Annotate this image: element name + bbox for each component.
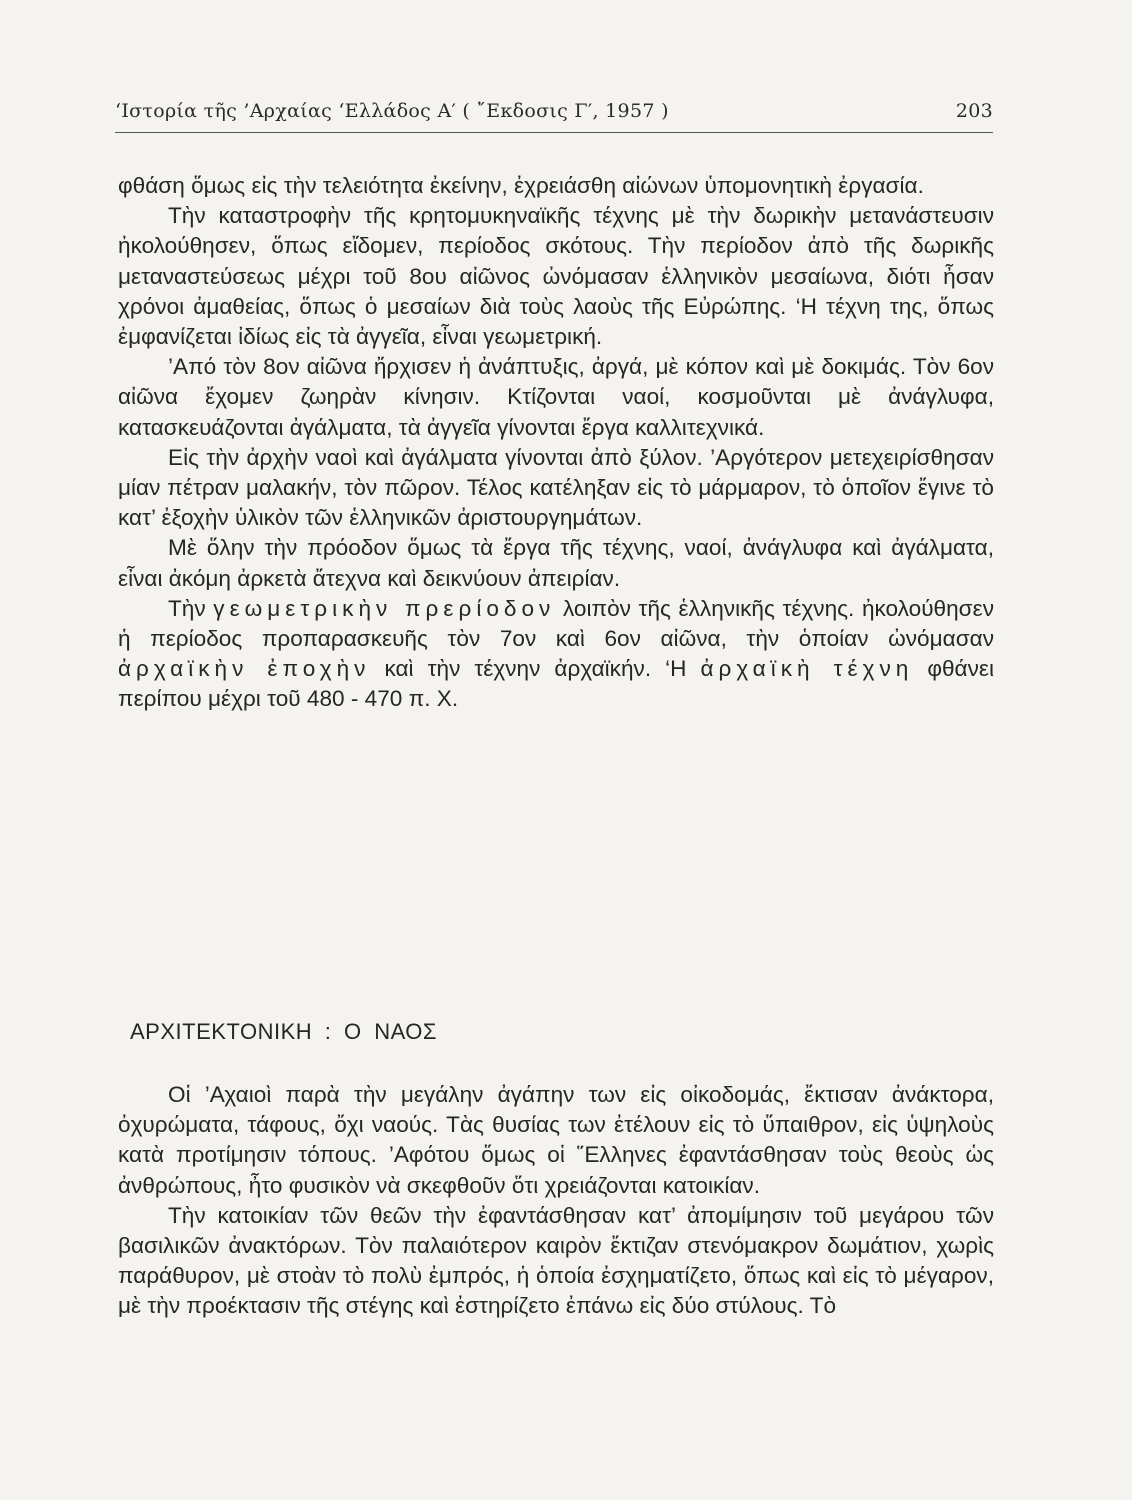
running-header xyxy=(115,97,993,131)
paragraph-6-part-b: λοιπὸν τῆς ἑλληνικῆς τέχνης. ἠκολούθησεν ἡ περίοδος προπαρασκευῆς τὸν 7ον καὶ 6ον αἰῶνα, τὴν ὁποίαν ὠνόμασαν xyxy=(118,595,994,652)
paragraph-6-part-c: καὶ τὴν τέχνην ἀρχαϊκήν. ‘Η xyxy=(370,656,701,682)
paragraph-6 xyxy=(118,594,994,715)
paragraph-2: Τὴν καταστροφὴν τῆς κρητομυκηναϊκῆς τέχνης μὲ τὴν δωρικὴν μετανάστευσιν ἠκολούθησεν, ὅπως εἴδομεν, περίοδος σκότους. Τὴν περίοδον ἀπὸ τῆς δωρικῆς μεταναστεύσεως μέχρι τοῦ 8ου αἰῶνος ὠνόμασαν ἑλληνικὸν μεσαίωνα, διότι ἦσαν χρόνοι ἀμαθείας, ὅπως ὁ μεσαίων διὰ τοὺς λαοὺς τῆς Εὐρώπης. ‘Η τέχνη της, ὅπως ἐμφανίζεται ἰδίως εἰς τὰ ἀγγεῖα, εἶναι γεωμετρική. xyxy=(118,203,994,350)
paragraph-3: ’Από τὸν 8ον αἰῶνα ἤρχισεν ἡ ἀνάπτυξις, ἀργά, μὲ κόπον καὶ μὲ δοκιμάς. Τὸν 6ον αἰῶνα ἔχομεν ζωηρὰν κίνησιν. Κτίζονται ναοί, κοσμοῦνται μὲ ἀνάγλυφα, κατασκευάζονται ἀγάλματα, τὰ ἀγγεῖα γίνονται ἔργα καλλιτεχνικά. xyxy=(118,354,994,440)
paragraph-6-part-d: φθάνει περίπου μέχρι τοῦ 480 - 470 π. Χ. xyxy=(118,656,994,712)
section-heading: ΑΡΧΙΤΕΚΤΟΝΙΚΗ : Ο ΝΑΟΣ xyxy=(130,1019,438,1044)
emphasized-term-geometric-period: γεωμετρικὴν πρερίοδον xyxy=(213,595,556,621)
paragraph-4: Εἰς τὴν ἀρχὴν ναοὶ καὶ ἀγάλματα γίνονται ἀπὸ ξύλον. ’Αργότερον μετεχειρίσθησαν μίαν πέτραν μαλακήν, τὸν πῶρον. Τέλος κατέληξαν εἰς τὸ μάρμαρον, τὸ ὁποῖον ἔγινε τὸ κατ’ ἐξοχὴν ὑλικὸν τῶν ἑλληνικῶν ἀριστουργημάτων. xyxy=(118,444,994,531)
paragraph-7: Οἱ ’Αχαιοὶ παρὰ τὴν μεγάλην ἀγάπην των εἰς οἰκοδομάς, ἔκτισαν ἀνάκτορα, ὀχυρώματα, τάφους, ὄχι ναούς. Τὰς θυσίας των ἐτέλουν εἰς τὸ ὕπαιθρον, εἰς ὑψηλοὺς κατὰ προτίμησιν τόπους. ’Αφότου ὅμως οἱ ῞Ελληνες ἐφαντάσθησαν τοὺς θεοὺς ὡς ἀνθρώπους, ἦτο φυσικὸν νὰ σκεφθοῦν ὅτι χρειάζονται κατοικίαν. xyxy=(118,1082,994,1198)
running-title: ‘Ιστορία τῆς ’Αρχαίας ‘Ελλάδος Α′ ( ῎Εκδοσις Γ′, 1957 ) xyxy=(115,100,669,122)
paragraph-8: Τὴν κατοικίαν τῶν θεῶν τὴν ἐφαντάσθησαν κατ’ ἀπομίμησιν τοῦ μεγάρου τῶν βασιλικῶν ἀνακτόρων. Τὸν παλαιότερον καιρὸν ἔκτιζαν στενόμακρον δωμάτιον, χωρὶς παράθυρον, μὲ στοὰν τὸ πολὺ ἐμπρός, ἡ ὁποία ἐσχηματίζετο, ὅπως καὶ εἰς τὸ μέγαρον, μὲ τὴν προέκτασιν τῆς στέγης καὶ ἐστηρίζετο ἐπάνω εἰς δύο στύλους. Τὸ xyxy=(118,1202,994,1319)
body-text-section-1 xyxy=(118,171,994,715)
emphasized-term-archaic-art: ἀρχαϊκὴ τέχνη xyxy=(700,656,914,682)
emphasized-term-archaic-epoch: ἀρχαϊκὴν ἐποχὴν xyxy=(118,656,371,682)
paragraph-1: φθάση ὅμως εἰς τὴν τελειότητα ἐκείνην, ἐχρειάσθη αἰώνων ὑπομονητικὴ ἐργασία. xyxy=(118,173,924,198)
paragraph-5: Μὲ ὅλην τὴν πρόοδον ὅμως τὰ ἔργα τῆς τέχνης, ναοί, ἀνάγλυφα καὶ ἀγάλματα, εἶναι ἀκόμη ἀρκετὰ ἄτεχνα καὶ δεικνύουν ἀπειρίαν. xyxy=(118,535,994,591)
paragraph-6-part-a: Τὴν xyxy=(168,595,214,621)
page-number: 203 xyxy=(955,100,993,122)
header-rule xyxy=(115,132,993,133)
body-text-section-2 xyxy=(118,1080,994,1322)
